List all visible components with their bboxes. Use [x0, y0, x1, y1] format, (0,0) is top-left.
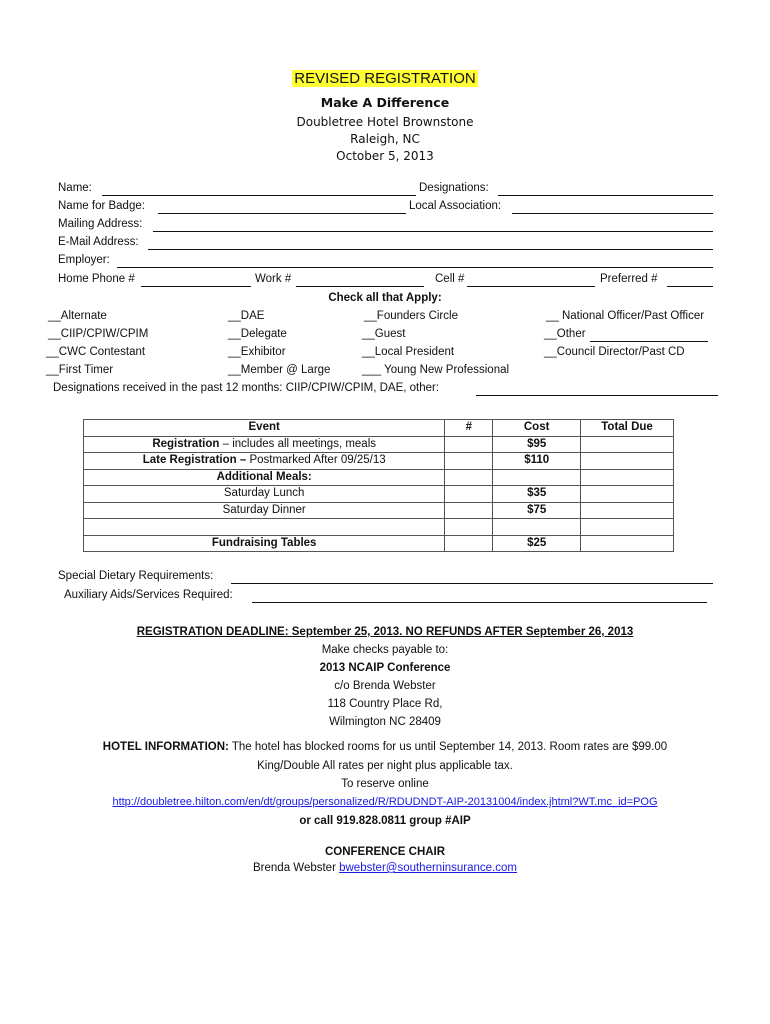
count-cell — [445, 469, 493, 486]
event-date: October 5, 2013 — [336, 149, 434, 163]
table-row — [84, 453, 674, 470]
work-field[interactable] — [296, 286, 424, 287]
check-member-large[interactable]: __Member @ Large — [228, 364, 331, 376]
home-phone-label: Home Phone # — [58, 273, 135, 285]
col-total: Total Due — [581, 420, 674, 437]
check-heading: Check all that Apply: — [328, 292, 442, 304]
cost-cell: $25 — [493, 535, 581, 552]
hotel-reservation-link[interactable]: http://doubletree.hilton.com/en/dt/groups/personalized/R/RDUDNDT-AIP-20131004/index.jhtml?WT.mc_id=POG — [112, 796, 658, 808]
badge-field[interactable] — [158, 213, 406, 214]
payable-city: Wilmington NC 28409 — [329, 716, 441, 728]
table-row — [84, 535, 674, 552]
deadline: REGISTRATION DEADLINE: September 25, 2013. NO REFUNDS AFTER September 26, 2013 — [136, 626, 634, 638]
check-ciip[interactable]: __CIIP/CPIW/CPIM — [48, 328, 149, 340]
late-desc: Postmarked After 09/25/13 — [246, 454, 386, 467]
total-cell — [581, 519, 674, 536]
col-count: # — [445, 420, 493, 437]
email-field[interactable] — [148, 249, 713, 250]
cost-cell: $95 — [493, 436, 581, 453]
count-cell[interactable] — [445, 535, 493, 552]
total-cell[interactable] — [581, 453, 674, 470]
designations-label: Designations: — [419, 182, 489, 194]
check-local-president[interactable]: __Local President — [362, 346, 455, 358]
total-cell[interactable] — [581, 486, 674, 503]
city: Raleigh, NC — [350, 132, 420, 146]
event-late-registration — [84, 453, 445, 470]
table-row — [84, 469, 674, 486]
local-assoc-field[interactable] — [512, 213, 713, 214]
table-row — [84, 519, 674, 536]
preferred-field[interactable] — [667, 286, 713, 287]
total-cell — [581, 469, 674, 486]
check-other[interactable]: __Other — [544, 328, 586, 340]
check-cwc[interactable]: __CWC Contestant — [46, 346, 146, 358]
mailing-field[interactable] — [153, 231, 713, 232]
page-title — [0, 70, 770, 87]
employer-label: Employer: — [58, 254, 110, 266]
work-label: Work # — [255, 273, 292, 285]
cell-field[interactable] — [467, 286, 595, 287]
registration-desc: – includes all meetings, meals — [219, 437, 377, 450]
check-delegate[interactable]: __Delegate — [228, 328, 287, 340]
event-fundraising: Fundraising Tables — [84, 535, 445, 552]
hotel-phone: or call 919.828.0811 group #AIP — [299, 815, 471, 827]
title-highlight: REVISED REGISTRATION — [294, 70, 476, 87]
chair-name: Brenda Webster — [253, 862, 340, 874]
total-cell[interactable] — [581, 535, 674, 552]
hotel-info — [0, 741, 770, 753]
payable-care-of: c/o Brenda Webster — [334, 680, 436, 692]
check-council-director[interactable]: __Council Director/Past CD — [544, 346, 685, 358]
late-label: Late Registration – — [142, 454, 247, 467]
check-exhibitor[interactable]: __Exhibitor — [228, 346, 286, 358]
chair-email-link[interactable]: bwebster@southerninsurance.com — [339, 862, 517, 874]
hotel-text: The hotel has blocked rooms for us until September 14, 2013. Room rates are $99.00 — [228, 741, 668, 753]
dietary-label: Special Dietary Requirements: — [58, 570, 214, 582]
chair-heading: CONFERENCE CHAIR — [324, 846, 446, 858]
tagline: Make A Difference — [320, 95, 450, 110]
count-cell[interactable] — [445, 436, 493, 453]
name-label: Name: — [58, 182, 92, 194]
venue: Doubletree Hotel Brownstone — [296, 115, 474, 129]
table-header-row — [84, 420, 674, 437]
table-row — [84, 436, 674, 453]
check-dae[interactable]: __DAE — [228, 310, 265, 322]
count-cell[interactable] — [445, 453, 493, 470]
payable-intro: Make checks payable to: — [321, 644, 449, 656]
preferred-label: Preferred # — [600, 273, 658, 285]
event-lunch: Saturday Lunch — [84, 486, 445, 503]
hotel-reserve: To reserve online — [341, 778, 429, 790]
table-row — [84, 486, 674, 503]
payable-street: 118 Country Place Rd, — [327, 698, 443, 710]
dietary-field[interactable] — [231, 583, 713, 584]
check-young-professional[interactable]: ___ Young New Professional — [362, 364, 510, 376]
designations-received-field[interactable] — [476, 395, 718, 396]
badge-label: Name for Badge: — [58, 200, 145, 212]
aids-label: Auxiliary Aids/Services Required: — [64, 589, 233, 601]
cost-cell — [493, 519, 581, 536]
mailing-label: Mailing Address: — [58, 218, 143, 230]
count-cell[interactable] — [445, 486, 493, 503]
check-guest[interactable]: __Guest — [362, 328, 406, 340]
meals-heading: Additional Meals: — [84, 469, 445, 486]
hotel-link-row — [0, 796, 770, 808]
table-row — [84, 502, 674, 519]
total-cell[interactable] — [581, 502, 674, 519]
employer-field[interactable] — [117, 267, 713, 268]
registration-label: Registration — [152, 437, 220, 450]
check-alternate[interactable]: __Alternate — [48, 310, 107, 322]
count-cell[interactable] — [445, 502, 493, 519]
aids-field[interactable] — [252, 602, 707, 603]
cost-cell: $75 — [493, 502, 581, 519]
count-cell — [445, 519, 493, 536]
home-phone-field[interactable] — [141, 286, 251, 287]
other-field[interactable] — [590, 341, 708, 342]
email-label: E-Mail Address: — [58, 236, 139, 248]
designations-field[interactable] — [498, 195, 713, 196]
payable-name: 2013 NCAIP Conference — [319, 662, 451, 674]
col-event: Event — [84, 420, 445, 437]
check-national-officer[interactable]: __ National Officer/Past Officer — [546, 310, 705, 322]
event-registration — [84, 436, 445, 453]
event-dinner: Saturday Dinner — [84, 502, 445, 519]
local-assoc-label: Local Association: — [409, 200, 502, 212]
total-cell[interactable] — [581, 436, 674, 453]
cost-cell: $35 — [493, 486, 581, 503]
hotel-rates: King/Double All rates per night plus applicable tax. — [257, 760, 513, 772]
chair-contact — [0, 862, 770, 874]
cell-label: Cell # — [435, 273, 465, 285]
hotel-label: HOTEL INFORMATION: — [102, 741, 229, 753]
cost-cell: $110 — [493, 453, 581, 470]
fees-table — [83, 419, 674, 552]
col-cost: Cost — [493, 420, 581, 437]
check-first-timer[interactable]: __First Timer — [46, 364, 114, 376]
name-field[interactable] — [102, 195, 416, 196]
event-cell — [84, 519, 445, 536]
designations-received-label: Designations received in the past 12 months: CIIP/CPIW/CPIM, DAE, other: — [53, 382, 440, 394]
cost-cell — [493, 469, 581, 486]
check-founders[interactable]: __Founders Circle — [364, 310, 458, 322]
